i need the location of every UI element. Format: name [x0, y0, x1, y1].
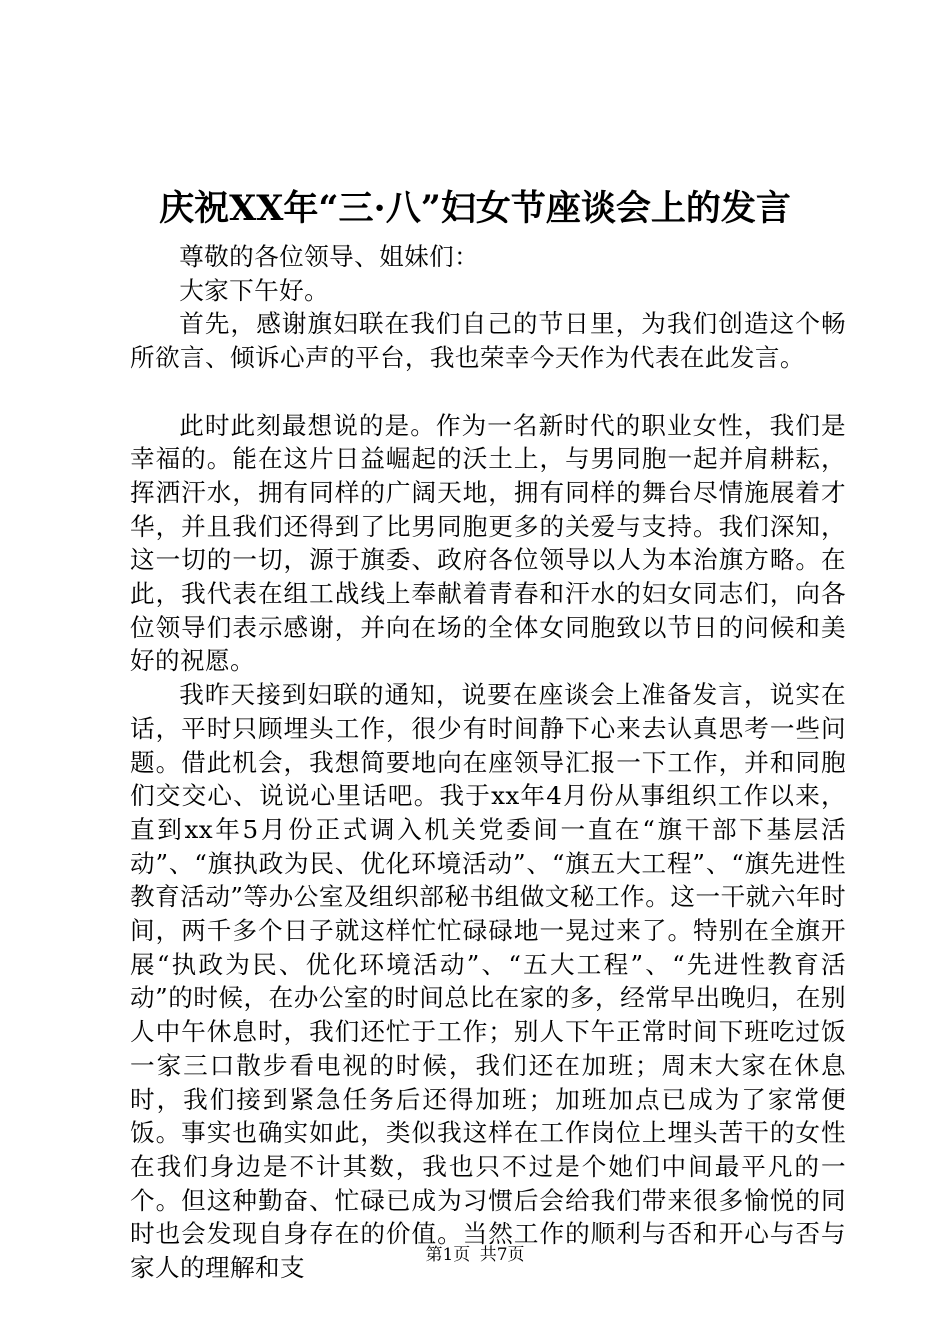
body-paragraph: 此时此刻最想说的是。作为一名新时代的职业女性，我们是幸福的。能在这片日益崛起的沃土上，与男同胞一起并肩耕耘，挥洒汗水，拥有同样的广阔天地，拥有同样的舞台尽情施展着才华，并且我们还得到了比男同胞更多的关爱与支持。我们深知，这一切的一切，源于旗委、政府各位领导以人为本治旗方略。在此，我代表在组工战线上奉献着青春和汗水的妇女同志们，向各位领导们表示感谢，并向在场的全体女同胞致以节日的问候和美好的祝愿。 [130, 410, 846, 676]
document-title: 庆祝XX年“三·八”妇女节座谈会上的发言 [159, 188, 791, 229]
page-footer [0, 1244, 950, 1266]
opening-paragraph: 首先，感谢旗妇联在我们自己的节日里，为我们创造这个畅所欲言、倾诉心声的平台，我也荣幸今天作为代表在此发言。 [130, 309, 846, 373]
salutation-paragraph: 尊敬的各位领导、姐妹们： [179, 242, 480, 271]
total-pages: 共7页 [479, 1245, 525, 1265]
document-body [130, 240, 846, 1285]
page-number: 第1页 [425, 1245, 471, 1265]
body-paragraph: 我昨天接到妇联的通知，说要在座谈会上准备发言，说实在话，平时只顾埋头工作，很少有时间静下心来去认真思考一些问题。借此机会，我想简要地向在座领导汇报一下工作，并和同胞们交交心、说说心里话吧。我于xx年4月份从事组织工作以来，直到xx年5月份正式调入机关党委间一直在“旗干部下基层活动”、“旗执政为民、优化环境活动”、“旗五大工程”、“旗先进性教育活动”等办公室及组织部秘书组做文秘工作。这一干就六年时间，两千多个日子就这样忙忙碌碌地一晃过来了。特别在全旗开展“执政为民、优化环境活动”、“五大工程”、“先进性教育活动”的时候，在办公室的时间总比在家的多，经常早出晚归，在别人中午休息时，我们还忙于工作；别人下午正常时间下班吃过饭一家三口散步看电视的时候，我们还在加班；周末大家在休息时，我们接到紧急任务后还得加班；加班加点已成为了家常便饭。事实也确实如此，类似我这样在工作岗位上埋头苦干的女性在我们身边是不计其数，我也只不过是个她们中间最平凡的一个。但这种勤奋、忙碌已成为习惯后会给我们带来很多愉悦的同时也会发现自身存在的价值。当然工作的顺利与否和开心与否与家人的理解和支 [130, 680, 846, 1283]
greeting-paragraph: 大家下午好。 [179, 275, 330, 305]
